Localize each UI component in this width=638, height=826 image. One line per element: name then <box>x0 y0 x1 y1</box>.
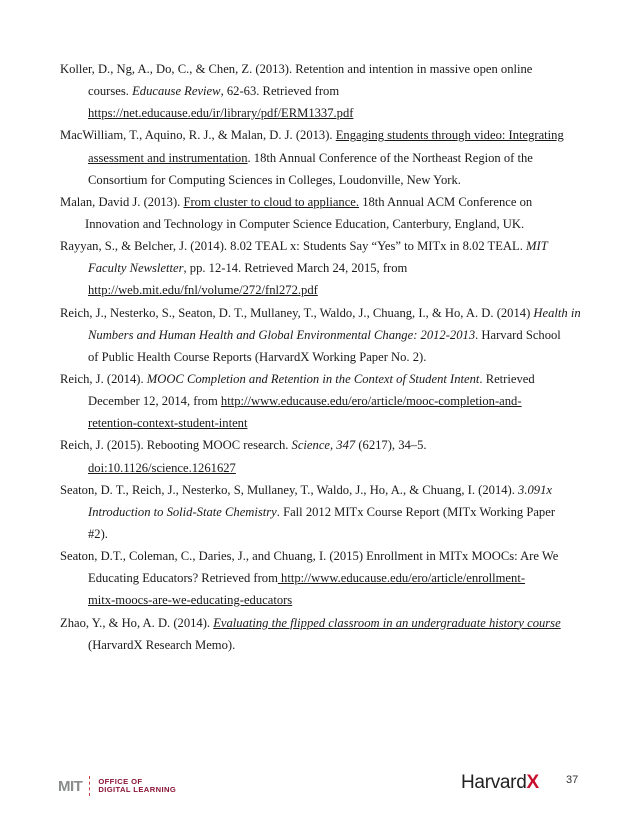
page-footer <box>0 766 638 806</box>
reference-macwilliam-line2 <box>60 147 580 169</box>
reference-seaton-solid-line3 <box>60 523 580 545</box>
reference-reich-health-line1 <box>60 302 580 324</box>
journal-title: Educause Review <box>132 84 221 99</box>
reference-malan-line1 <box>60 191 580 213</box>
reference-text: Seaton, D. T., Reich, J., Nesterko, S, Mullaney, T., Waldo, J., Ho, A., & Chuang, I. (2014). <box>60 482 519 497</box>
reference-text: Malan, David J. (2013). <box>60 194 184 209</box>
reference-text: Reich, J., Nesterko, S., Seaton, D. T., Mullaney, T., Waldo, J., Chuang, I., & Ho, A. D. (2014) <box>60 305 534 320</box>
reference-rayyan-line3 <box>60 279 580 301</box>
report-title: 3.091x <box>518 482 552 497</box>
reference-seaton-solid-line1 <box>60 479 580 501</box>
reference-reich-health-line3 <box>60 346 580 368</box>
reference-text: , <box>330 438 337 453</box>
reference-text: (HarvardX Research Memo). <box>88 637 236 652</box>
reference-text: . 18th Annual Conference of the Northeast Region of the <box>247 150 533 165</box>
reference-text: MacWilliam, T., Aquino, R. J., & Malan, D. J. (2013). <box>60 128 336 143</box>
journal-title: Faculty Newsletter <box>88 261 184 276</box>
reference-link[interactable]: http://web.mit.edu/fnl/volume/272/fnl272.pdf <box>88 283 318 298</box>
reference-koller-line1 <box>60 58 580 80</box>
journal-title: MIT <box>526 239 548 254</box>
journal-title: Science <box>291 438 330 453</box>
report-title: Numbers and Human Health and Global Environmental Change: 2012-2013 <box>88 327 476 342</box>
reference-text: (6217), 34–5. <box>355 438 427 453</box>
reference-text: Reich, J. (2014). <box>60 371 147 386</box>
reference-reich-mooc-line1 <box>60 368 580 390</box>
reference-text: Innovation and Technology in Computer Science Education, Canterbury, England, UK. <box>85 216 525 231</box>
reference-text: . Retrieved <box>479 371 535 386</box>
reference-text: Koller, D., Ng, A., Do, C., & Chen, Z. (2013). Retention and intention in massive open online <box>60 62 533 76</box>
reference-malan-line2 <box>60 213 580 235</box>
reference-text: Reich, J. (2015). Rebooting MOOC research. <box>60 438 292 453</box>
office-line2: DIGITAL LEARNING <box>98 785 177 794</box>
volume-number: 347 <box>336 438 356 453</box>
reference-title-link[interactable]: Evaluating the flipped classroom in an undergraduate history course <box>213 615 561 630</box>
reference-koller-line2 <box>60 80 580 102</box>
reference-link[interactable]: mitx-moocs-are-we-educating-educators <box>88 593 293 608</box>
reference-link[interactable]: http://www.educause.edu/ero/article/enrollment- <box>277 571 526 586</box>
reference-text: #2). <box>88 526 108 541</box>
reference-title-link[interactable]: assessment and instrumentation <box>88 150 248 165</box>
reference-text: , pp. 12-14. Retrieved March 24, 2015, from <box>183 261 408 276</box>
reference-link[interactable]: doi:10.1126/science.1261627 <box>88 460 236 475</box>
reference-reich-mooc-line3 <box>60 412 580 434</box>
reference-seaton-solid-line2 <box>60 501 580 523</box>
reference-reich-rebooting-line1 <box>60 434 580 456</box>
reference-rayyan-line1 <box>60 235 580 257</box>
reference-link[interactable]: https://net.educause.edu/ir/library/pdf/ERM1337.pdf <box>88 106 354 121</box>
reference-list <box>60 58 580 656</box>
reference-koller-line3 <box>60 102 580 124</box>
reference-title-link[interactable]: Engaging students through video: Integrating <box>335 128 564 143</box>
reference-link[interactable]: http://www.educause.edu/ero/article/mooc-completion-and- <box>220 394 522 409</box>
reference-text: Educating Educators? Retrieved from <box>88 571 278 586</box>
mit-logo-mark: MIT <box>58 777 83 795</box>
reference-title-link[interactable]: From cluster to cloud to appliance. <box>183 194 360 209</box>
reference-zhao-line2 <box>60 634 580 656</box>
reference-seaton-educators-line2 <box>60 567 580 589</box>
reference-text: December 12, 2014, from <box>88 394 221 409</box>
harvard-text: Harvard <box>461 772 527 793</box>
office-line1: OFFICE OF <box>98 776 143 786</box>
report-title: Introduction to Solid-State Chemistry <box>88 504 277 519</box>
reference-reich-mooc-line2 <box>60 390 580 412</box>
reference-reich-rebooting-line2 <box>60 457 580 479</box>
reference-text: courses. <box>88 84 133 99</box>
reference-reich-health-line2 <box>60 324 580 346</box>
reference-macwilliam-line3 <box>60 169 580 191</box>
reference-text: 18th Annual ACM Conference on <box>359 194 533 209</box>
reference-text: . Fall 2012 MITx Course Report (MITx Working Paper <box>276 504 556 519</box>
page-number: 37 <box>566 774 579 786</box>
reference-rayyan-line2 <box>60 257 580 279</box>
harvardx-logo <box>461 772 539 794</box>
reference-zhao-line1 <box>60 612 580 634</box>
reference-text: Zhao, Y., & Ho, A. D. (2014). <box>60 615 214 630</box>
reference-link[interactable]: retention-context-student-intent <box>88 416 248 431</box>
reference-seaton-educators-line1 <box>60 545 580 567</box>
harvard-x: X <box>526 772 539 793</box>
reference-text: Seaton, D.T., Coleman, C., Daries, J., and Chuang, I. (2015) Enrollment in MITx MOOCs: Are We <box>60 549 559 564</box>
report-title: Health in <box>533 305 581 320</box>
office-digital-learning-text <box>98 778 176 794</box>
mit-odl-logo <box>58 776 176 796</box>
reference-text: Consortium for Computing Sciences in Colleges, Loudonville, New York. <box>88 172 461 187</box>
report-title: MOOC Completion and Retention in the Context of Student Intent <box>146 371 480 386</box>
reference-seaton-educators-line3 <box>60 589 580 611</box>
logo-divider <box>89 776 91 796</box>
reference-macwilliam-line1 <box>60 124 580 146</box>
reference-text: Rayyan, S., & Belcher, J. (2014). 8.02 TEAL x: Students Say “Yes” to MITx in 8.02 TEAL. <box>60 239 527 254</box>
reference-text: , 62-63. Retrieved from <box>220 84 340 99</box>
reference-text: . Harvard School <box>475 327 561 342</box>
reference-text: of Public Health Course Reports (HarvardX Working Paper No. 2). <box>88 349 427 364</box>
